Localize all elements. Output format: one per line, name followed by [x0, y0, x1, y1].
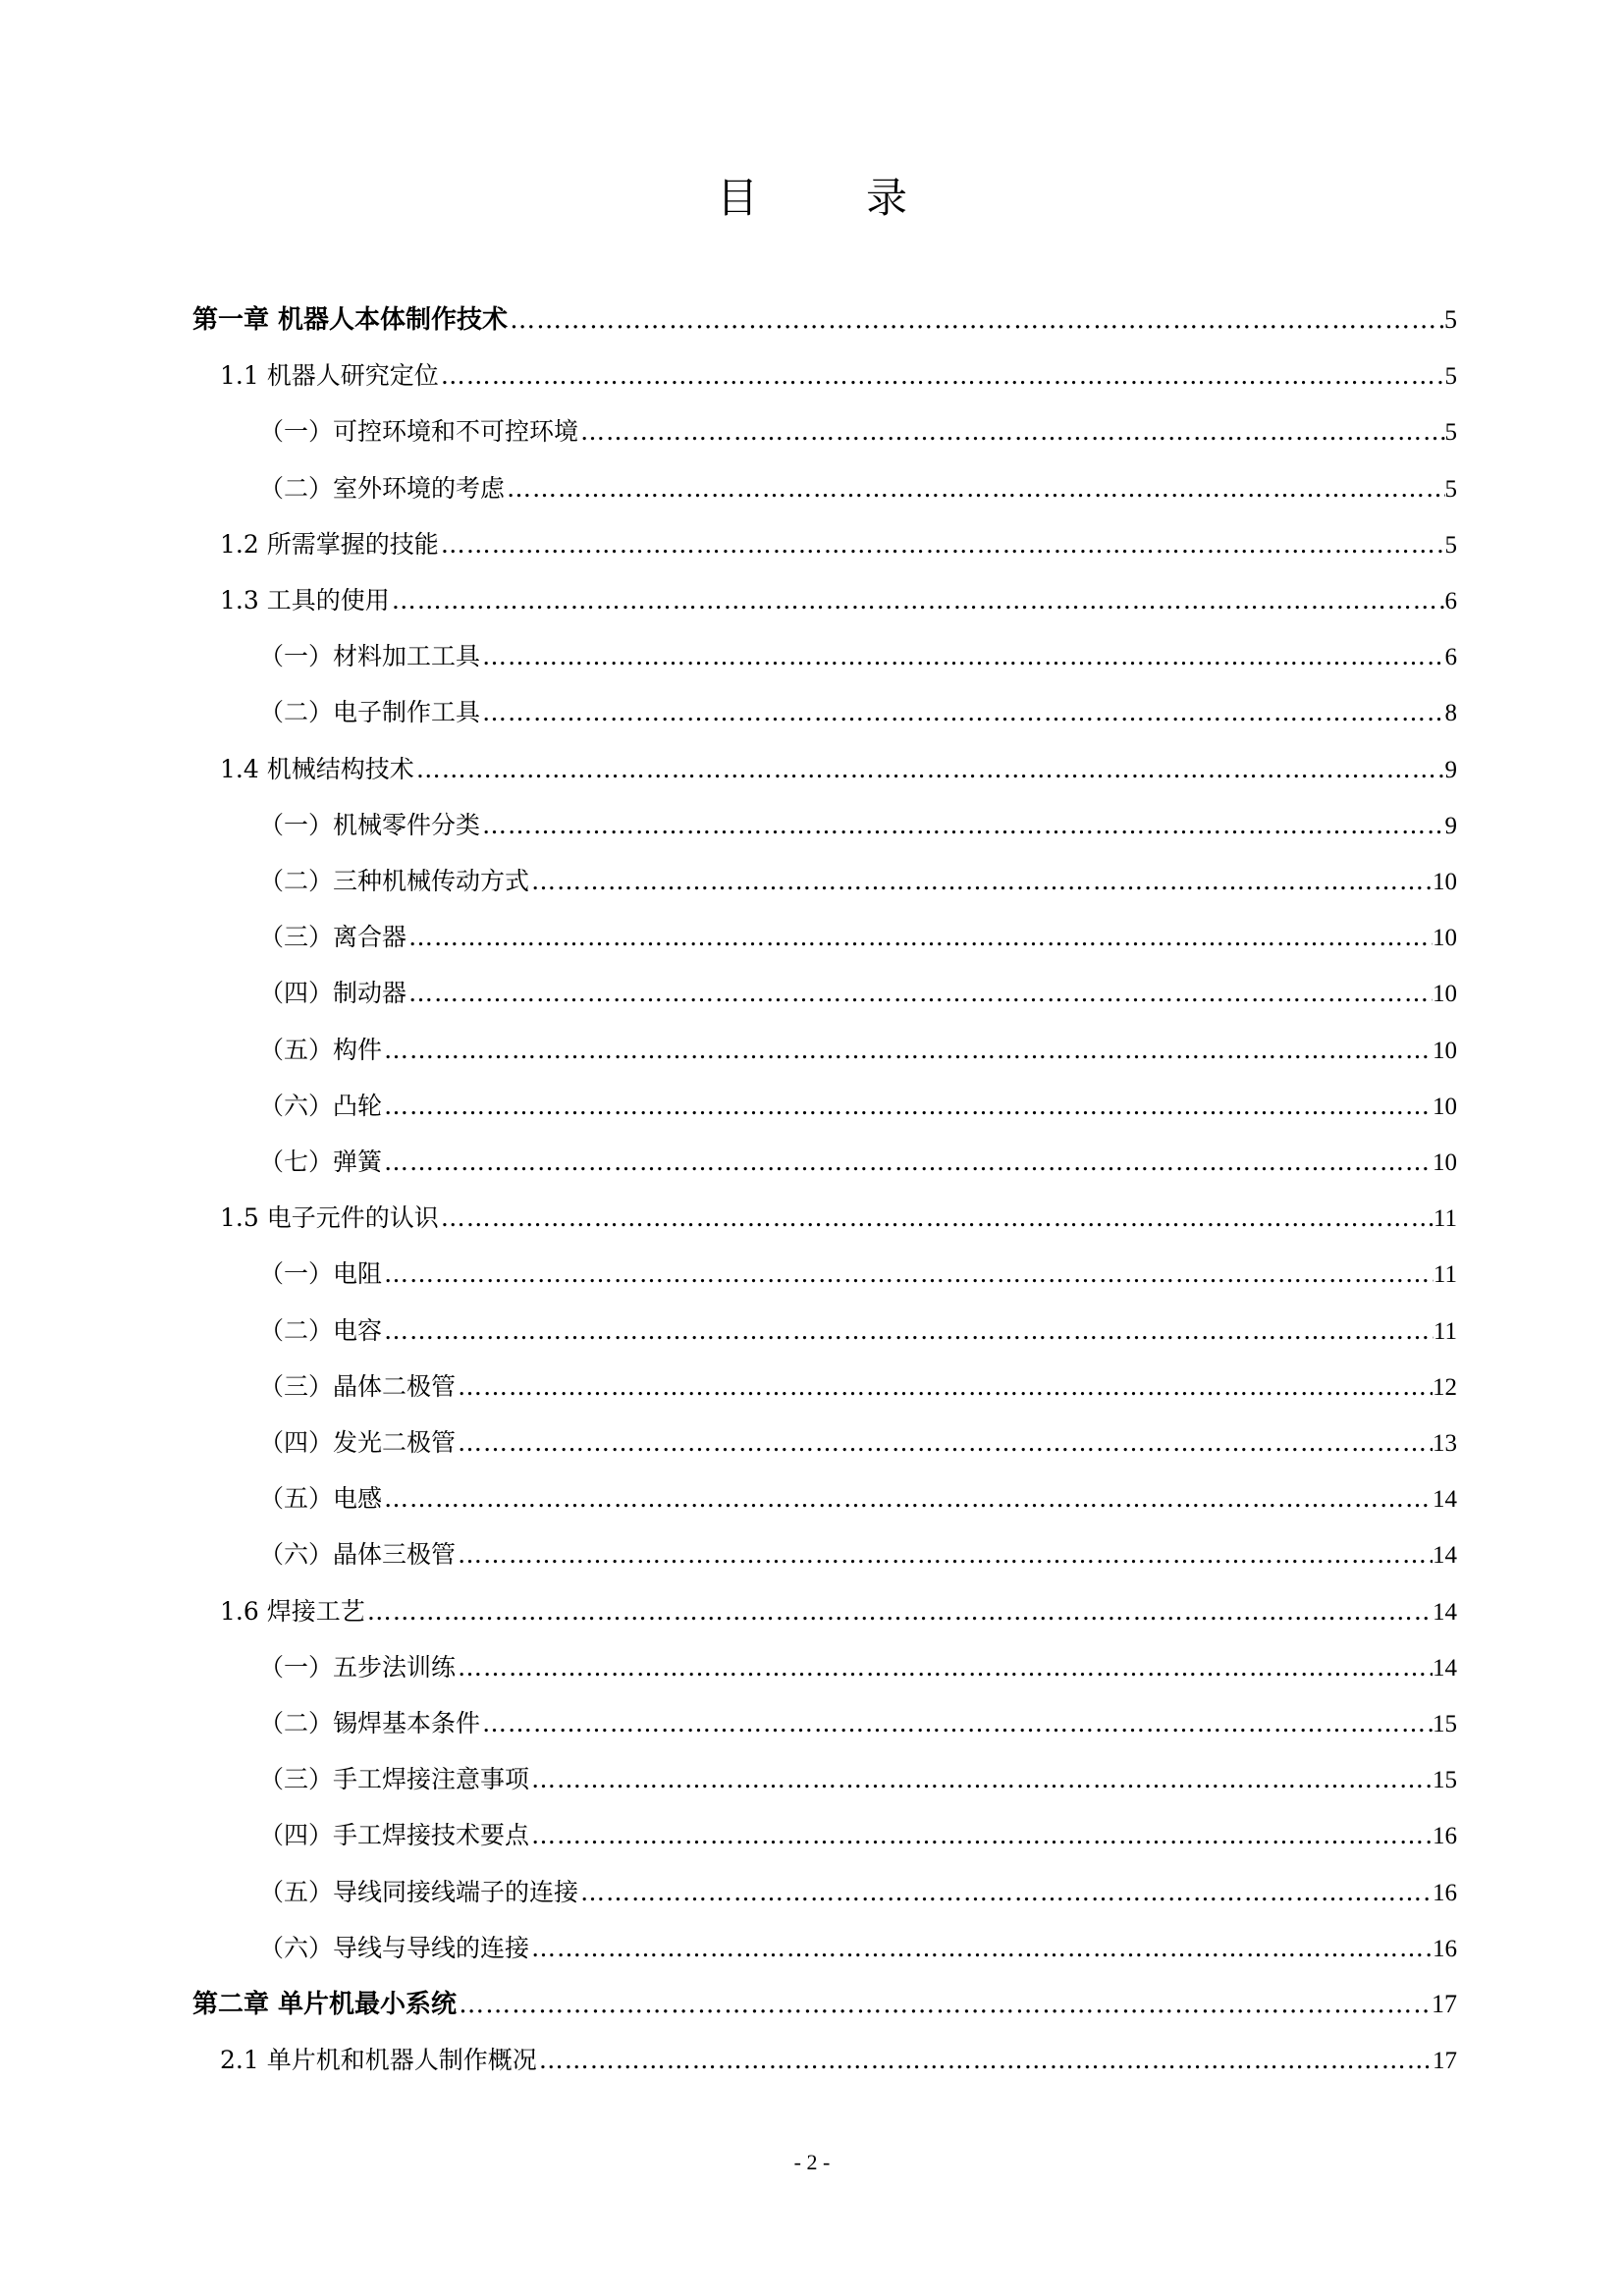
toc-entry-page-number: 10 [1433, 1149, 1457, 1176]
toc-subsection-entry[interactable] [259, 1479, 1457, 1519]
toc-dot-leader [439, 525, 1445, 564]
toc-entry-label: （五）电感 [259, 1484, 383, 1514]
toc-entry-page-number: 17 [1432, 1990, 1457, 2018]
toc-entry-page-number: 16 [1433, 1935, 1457, 1962]
toc-entry-page-number: 10 [1433, 1093, 1457, 1120]
toc-dot-leader [456, 1367, 1433, 1407]
toc-entry-label: 1.4 机械结构技术 [220, 754, 414, 783]
toc-chapter-entry[interactable] [192, 1985, 1457, 2024]
toc-entry-page-number: 16 [1433, 1823, 1457, 1850]
toc-dot-leader [529, 1929, 1433, 1968]
toc-subsection-entry[interactable] [259, 1929, 1457, 1968]
toc-dot-leader [529, 1760, 1433, 1799]
toc-entry-page-number: 10 [1433, 1037, 1457, 1064]
toc-entry-page-number: 9 [1444, 756, 1457, 783]
toc-dot-leader [480, 693, 1444, 732]
toc-dot-leader [456, 1648, 1433, 1687]
toc-entry-label: （六）导线与导线的连接 [259, 1933, 530, 1962]
toc-entry-label: （一）可控环境和不可控环境 [259, 417, 579, 447]
toc-dot-leader [439, 1199, 1434, 1238]
toc-entry-page-number: 11 [1433, 1261, 1457, 1289]
toc-dot-leader [578, 412, 1444, 452]
toc-section-entry[interactable] [220, 1199, 1457, 1238]
page-title-char-1: 目 [716, 174, 758, 222]
toc-entry-label: 第二章 单片机最小系统 [192, 1990, 458, 2019]
toc-entry-page-number: 11 [1433, 1205, 1457, 1233]
toc-entry-page-number: 5 [1444, 363, 1457, 391]
toc-entry-page-number: 6 [1444, 644, 1457, 671]
toc-entry-label: （三）手工焊接注意事项 [259, 1765, 530, 1794]
toc-entry-page-number: 9 [1444, 812, 1457, 839]
toc-dot-leader [406, 974, 1433, 1013]
toc-entry-label: （四）制动器 [259, 979, 407, 1008]
toc-dot-leader [480, 637, 1444, 676]
toc-subsection-entry[interactable] [259, 1760, 1457, 1799]
toc-dot-leader [457, 1985, 1432, 2024]
toc-section-entry[interactable] [220, 525, 1457, 564]
toc-dot-leader [382, 1143, 1433, 1182]
toc-subsection-entry[interactable] [259, 974, 1457, 1013]
toc-dot-leader [529, 862, 1433, 901]
toc-dot-leader [382, 1087, 1433, 1126]
toc-subsection-entry[interactable] [259, 1031, 1457, 1070]
toc-dot-leader [382, 1255, 1434, 1294]
toc-chapter-entry[interactable] [192, 300, 1457, 340]
toc-entry-page-number: 14 [1433, 1654, 1457, 1682]
toc-entry-page-number: 14 [1433, 1542, 1457, 1570]
toc-entry-page-number: 10 [1433, 869, 1457, 895]
toc-subsection-entry[interactable] [259, 1704, 1457, 1743]
toc-entry-page-number: 10 [1433, 981, 1457, 1008]
toc-entry-page-number: 11 [1433, 1317, 1457, 1345]
toc-dot-leader [480, 1704, 1433, 1743]
toc-entry-label: （二）电容 [259, 1315, 383, 1345]
toc-entry-label: 1.5 电子元件的认识 [220, 1203, 439, 1233]
toc-entry-page-number: 5 [1444, 475, 1457, 503]
toc-subsection-entry[interactable] [259, 637, 1457, 676]
toc-subsection-entry[interactable] [259, 806, 1457, 845]
toc-entry-label: （六）晶体三极管 [259, 1540, 457, 1570]
page-title [0, 169, 1624, 228]
toc-entry-label: （二）锡焊基本条件 [259, 1709, 481, 1737]
toc-entry-label: 第一章 机器人本体制作技术 [192, 305, 509, 335]
toc-entry-label: 1.2 所需掌握的技能 [220, 529, 439, 559]
toc-dot-leader [390, 581, 1445, 620]
toc-subsection-entry[interactable] [259, 1311, 1457, 1351]
toc-entry-label: （二）三种机械传动方式 [259, 867, 530, 895]
toc-section-entry[interactable] [220, 1592, 1457, 1631]
toc-entry-label: 1.6 焊接工艺 [220, 1596, 365, 1626]
toc-dot-leader [456, 1535, 1433, 1575]
toc-subsection-entry[interactable] [259, 1816, 1457, 1855]
toc-entry-label: （三）离合器 [259, 923, 407, 952]
toc-subsection-entry[interactable] [259, 862, 1457, 901]
toc-entry-label: 1.1 机器人研究定位 [220, 361, 439, 391]
toc-entry-page-number: 13 [1433, 1430, 1457, 1457]
toc-subsection-entry[interactable] [259, 1648, 1457, 1687]
toc-entry-page-number: 5 [1444, 531, 1457, 559]
toc-entry-page-number: 16 [1433, 1879, 1457, 1906]
toc-section-entry[interactable] [220, 750, 1457, 789]
toc-subsection-entry[interactable] [259, 1367, 1457, 1407]
toc-entry-label: （五）构件 [259, 1035, 383, 1064]
toc-entry-label: （三）晶体二极管 [259, 1371, 457, 1401]
toc-dot-leader [406, 918, 1433, 957]
toc-entry-label: （七）弹簧 [259, 1148, 383, 1176]
toc-entry-page-number: 8 [1444, 700, 1457, 727]
toc-section-entry[interactable] [220, 356, 1457, 396]
toc-section-entry[interactable] [220, 581, 1457, 620]
toc-entry-label: （二）室外环境的考虑 [259, 473, 506, 503]
toc-entry-label: （四）手工焊接技术要点 [259, 1821, 530, 1850]
toc-entry-label: （一）电阻 [259, 1259, 383, 1289]
toc-entry-label: （四）发光二极管 [259, 1428, 457, 1457]
toc-dot-leader [382, 1031, 1433, 1070]
toc-dot-leader [529, 1816, 1433, 1855]
toc-entry-label: 2.1 单片机和机器人制作概况 [220, 2046, 537, 2075]
toc-dot-leader [456, 1423, 1433, 1463]
toc-entry-page-number: 6 [1444, 588, 1457, 614]
toc-subsection-entry[interactable] [259, 1535, 1457, 1575]
toc-entry-page-number: 10 [1433, 925, 1457, 952]
toc-entry-page-number: 5 [1444, 419, 1457, 447]
toc-entry-page-number: 17 [1433, 2048, 1457, 2075]
toc-dot-leader [382, 1311, 1434, 1351]
toc-entry-page-number: 15 [1433, 1711, 1457, 1737]
toc-entry-page-number: 5 [1444, 305, 1457, 334]
toc-dot-leader [480, 806, 1444, 845]
toc-subsection-entry[interactable] [259, 1255, 1457, 1294]
toc-entry-label: （二）电子制作工具 [259, 698, 481, 727]
toc-subsection-entry[interactable] [259, 412, 1457, 452]
toc-entry-label: （一）材料加工工具 [259, 642, 481, 671]
toc-dot-leader [505, 469, 1444, 508]
toc-dot-leader [382, 1479, 1433, 1519]
toc-dot-leader [414, 750, 1445, 789]
page-number: - 2 - [793, 2150, 831, 2174]
toc-subsection-entry[interactable] [259, 1143, 1457, 1182]
toc-subsection-entry[interactable] [259, 469, 1457, 508]
toc-dot-leader [578, 1873, 1433, 1912]
toc-entry-label: （五）导线同接线端子的连接 [259, 1877, 579, 1906]
toc-dot-leader [537, 2041, 1433, 2080]
toc-section-entry[interactable] [220, 2041, 1457, 2080]
toc-subsection-entry[interactable] [259, 1087, 1457, 1126]
toc-subsection-entry[interactable] [259, 918, 1457, 957]
toc-dot-leader [365, 1592, 1433, 1631]
page-title-char-2: 录 [866, 174, 908, 222]
toc-entry-page-number: 15 [1433, 1767, 1457, 1794]
toc-entry-page-number: 14 [1433, 1598, 1457, 1626]
toc-entry-label: 1.3 工具的使用 [220, 586, 390, 614]
toc-entry-label: （一）机械零件分类 [259, 810, 481, 839]
toc-subsection-entry[interactable] [259, 1423, 1457, 1463]
toc-dot-leader [508, 300, 1444, 340]
toc-entry-label: （六）凸轮 [259, 1091, 383, 1120]
toc-entry-label: （一）五步法训练 [259, 1652, 457, 1682]
toc-entry-page-number: 12 [1433, 1373, 1457, 1401]
toc-subsection-entry[interactable] [259, 693, 1457, 732]
toc-subsection-entry[interactable] [259, 1873, 1457, 1912]
toc-entry-page-number: 14 [1433, 1486, 1457, 1514]
toc-dot-leader [439, 356, 1445, 396]
